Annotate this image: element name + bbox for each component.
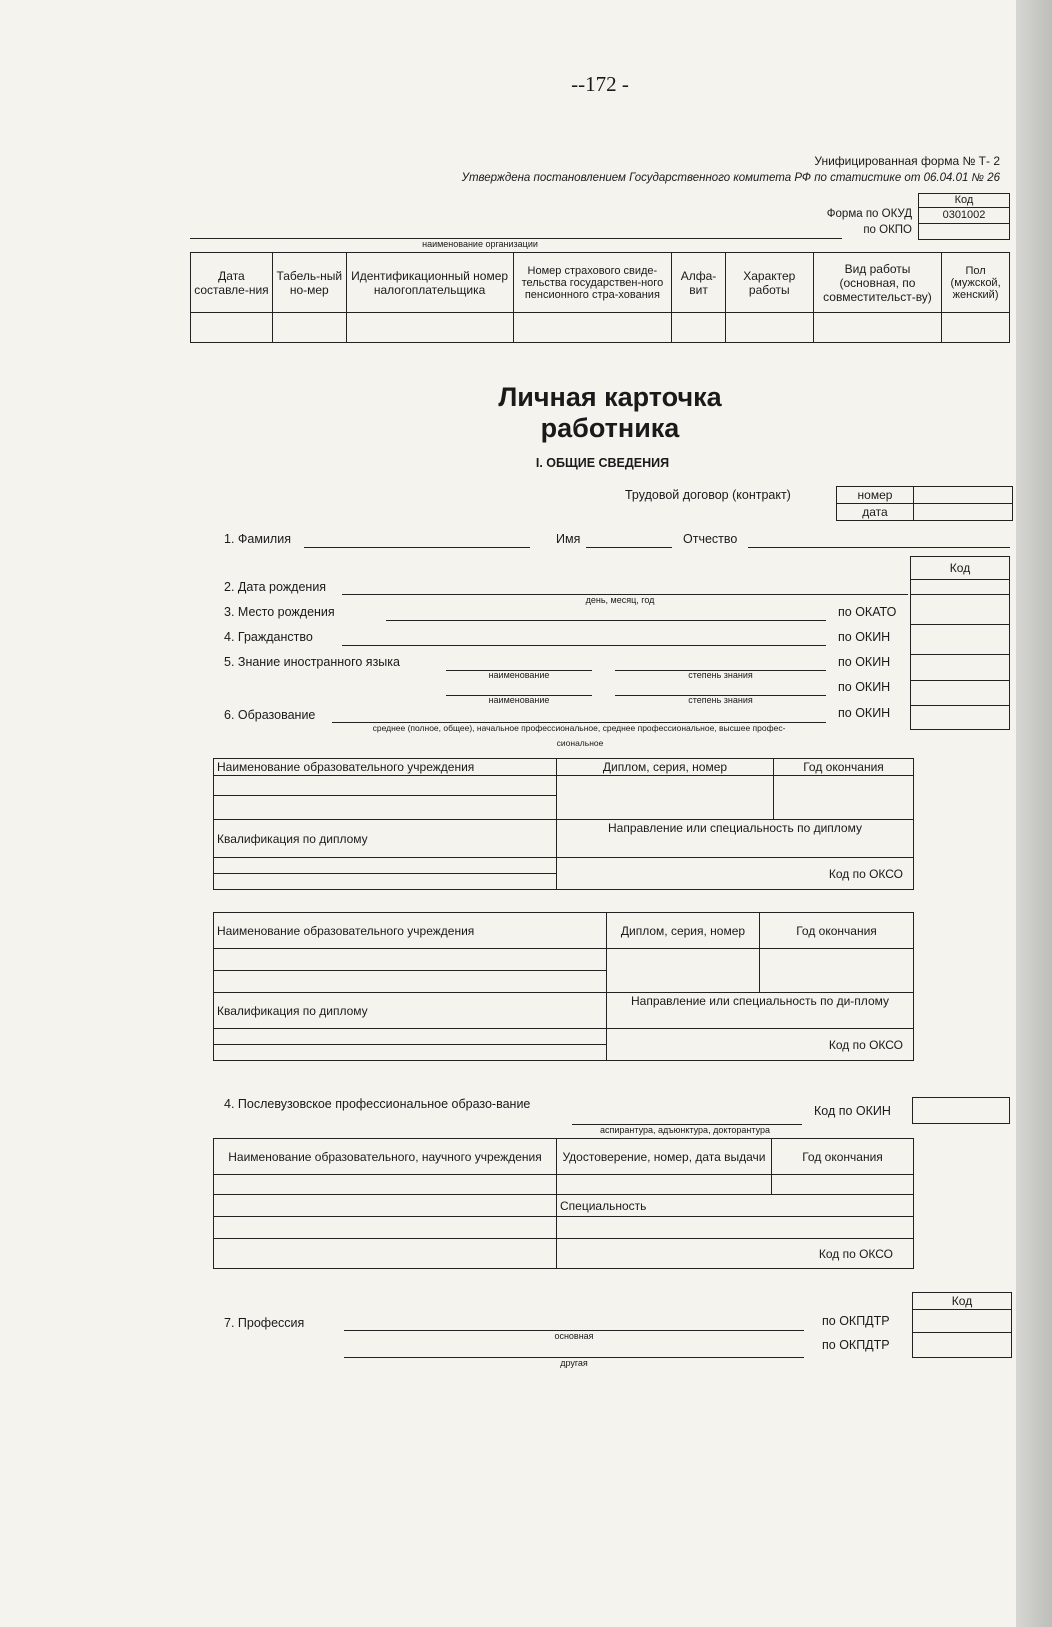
unified-form-label: Унифицированная форма № Т- 2 [814,154,1000,168]
postgrad-certificate-header: Удостоверение, номер, дата выдачи [557,1139,772,1175]
education-table-1 [213,758,914,890]
page-edge-shadow [1016,0,1052,1627]
edu1-year-cell[interactable] [774,776,914,820]
postgrad-table [213,1138,914,1269]
birth-date-caption: день, месяц, год [585,595,655,605]
edu1-institution-cell-2[interactable] [214,796,557,820]
okpdtr-label-2: по ОКПДТР [822,1338,890,1352]
postgrad-okso-label: Код по ОКСО [557,1239,914,1269]
citizenship-code[interactable] [910,624,1010,655]
cell-work-type[interactable] [813,313,941,343]
header-alphabet: Алфа-вит [672,253,726,313]
organization-caption: наименование организации [422,239,538,249]
postgrad-specialty-label: Специальность [557,1195,914,1217]
cell-date[interactable] [191,313,273,343]
profession-main-code[interactable] [912,1309,1012,1333]
education-label: 6. Образование [224,708,316,722]
approval-note: Утверждена постановлением Государственного комитета РФ по статистике от 06.04.01 № 26 [461,172,1000,184]
cell-tab-number[interactable] [272,313,346,343]
edu2-year-header: Год окончания [760,913,914,949]
employee-info-table [190,252,1010,343]
edu2-institution-cell-2[interactable] [214,971,607,993]
education-table-2 [213,912,914,1061]
edu2-qualification-label: Квалификация по диплому [214,993,607,1029]
languages-label: 5. Знание иностранного языка [224,655,400,669]
edu2-okso-label: Код по ОКСО [607,1029,914,1061]
header-work-type: Вид работы (основная, по совместительст-ву) [813,253,941,313]
edu1-institution-cell-1[interactable] [214,776,557,796]
surname-field[interactable] [304,547,530,548]
profession-other-code[interactable] [912,1332,1012,1358]
okin-label-4: по ОКИН [838,706,891,720]
edu1-institution-header: Наименование образовательного учреждения [214,759,557,776]
okin-label-3: по ОКИН [838,680,891,694]
edu2-diploma-header: Диплом, серия, номер [607,913,760,949]
language1-name-caption: наименование [488,670,550,680]
header-sex: Пол (мужской, женский) [942,253,1010,313]
postgrad-institution-cell-3[interactable] [214,1217,557,1239]
postgrad-institution-header: Наименование образовательного, научного учреждения [214,1139,557,1175]
profession-label: 7. Профессия [224,1316,305,1330]
code-header: Код [918,193,1010,208]
language1-degree-caption: степень знания [688,670,753,680]
edu1-diploma-cell[interactable] [557,776,774,820]
language2-degree-caption: степень знания [688,695,753,705]
header-inn: Идентификационный номер налогоплательщика [346,253,513,313]
edu2-qualification-cell[interactable] [214,1029,607,1045]
section-general-info: I. ОБЩИЕ СВЕДЕНИЯ [535,456,670,470]
cell-insurance[interactable] [513,313,672,343]
edu2-diploma-cell[interactable] [607,949,760,993]
header-date: Дата составле-ния [191,253,273,313]
header-insurance: Номер страхового свиде-тельства государствен-ного пенсионного стра-хования [513,253,672,313]
header-work-character: Характер работы [725,253,813,313]
language2-code[interactable] [910,680,1010,706]
cell-inn[interactable] [346,313,513,343]
education-caption-2: сиональное [556,738,604,748]
cell-work-character[interactable] [725,313,813,343]
profession-code-header: Код [912,1292,1012,1310]
education-code[interactable] [910,705,1010,730]
okato-label: по ОКАТО [838,605,897,619]
okud-code: 0301002 [918,207,1010,224]
birth-place-field[interactable] [386,620,826,621]
language1-code[interactable] [910,654,1010,681]
edu2-institution-header: Наименование образовательного учреждения [214,913,607,949]
okpo-code[interactable] [918,223,1010,240]
contract-number-label: номер [836,486,914,504]
postgrad-institution-cell-1[interactable] [214,1175,557,1195]
name-field[interactable] [586,547,672,548]
postgrad-certificate-cell[interactable] [557,1175,772,1195]
profession-other-caption: другая [560,1358,588,1368]
postgrad-okin-label: Код по ОКИН [814,1104,891,1118]
postgrad-year-cell[interactable] [772,1175,914,1195]
language2-name-caption: наименование [488,695,550,705]
profession-main-caption: основная [554,1331,594,1341]
birth-place-label: 3. Место рождения [224,605,335,619]
okin-label-2: по ОКИН [838,655,891,669]
surname-label: 1. Фамилия [224,532,291,546]
edu2-qualification-cell-2[interactable] [214,1045,607,1061]
edu1-diploma-header: Диплом, серия, номер [557,759,774,776]
citizenship-label: 4. Гражданство [224,630,313,644]
education-caption-1: среднее (полное, общее), начальное профессиональное, среднее профессиональное, высшее профес- [372,723,786,733]
contract-date-label: дата [836,503,914,521]
contract-date-field[interactable] [913,503,1013,521]
cell-alphabet[interactable] [672,313,726,343]
code-column-header: Код [910,556,1010,580]
birth-date-code[interactable] [910,579,1010,595]
citizenship-field[interactable] [342,645,826,646]
postgrad-specialty-cell[interactable] [557,1217,914,1239]
okpdtr-label-1: по ОКПДТР [822,1314,890,1328]
contract-number-field[interactable] [913,486,1013,504]
edu1-okso-label: Код по ОКСО [557,858,914,890]
birth-date-label: 2. Дата рождения [224,580,327,594]
patronymic-label: Отчество [683,532,738,546]
page-number: --172 - [571,72,629,96]
edu1-qualification-cell-2[interactable] [214,874,557,890]
okud-label: Форма по ОКУД [826,208,912,220]
postgrad-label: 4. Послевузовское профессиональное образо-вание [224,1097,531,1111]
contract-label: Трудовой договор (контракт) [625,488,791,502]
postgrad-caption: аспирантура, адъюнктура, докторантура [599,1125,771,1135]
postgrad-institution-cell-4[interactable] [214,1239,557,1269]
edu2-specialty-label: Направление или специальность по ди-плому [607,993,914,1029]
okpo-label: по ОКПО [863,224,912,236]
name-label: Имя [556,532,581,546]
postgrad-okin-code[interactable] [912,1097,1010,1124]
card-title-line1: Личная карточка [498,382,722,412]
edu2-institution-cell-1[interactable] [214,949,607,971]
card-title-line2: работника [540,413,680,443]
edu2-year-cell[interactable] [760,949,914,993]
edu1-specialty-label: Направление или специальность по диплому [557,820,914,858]
okin-label-1: по ОКИН [838,630,891,644]
patronymic-field[interactable] [748,547,1010,548]
header-tab-number: Табель-ный но-мер [272,253,346,313]
edu1-qualification-label: Квалификация по диплому [214,820,557,858]
edu1-qualification-cell[interactable] [214,858,557,874]
postgrad-institution-cell-2[interactable] [214,1195,557,1217]
postgrad-year-header: Год окончания [772,1139,914,1175]
edu1-year-header: Год окончания [774,759,914,776]
cell-sex[interactable] [942,313,1010,343]
okato-code[interactable] [910,594,1010,625]
